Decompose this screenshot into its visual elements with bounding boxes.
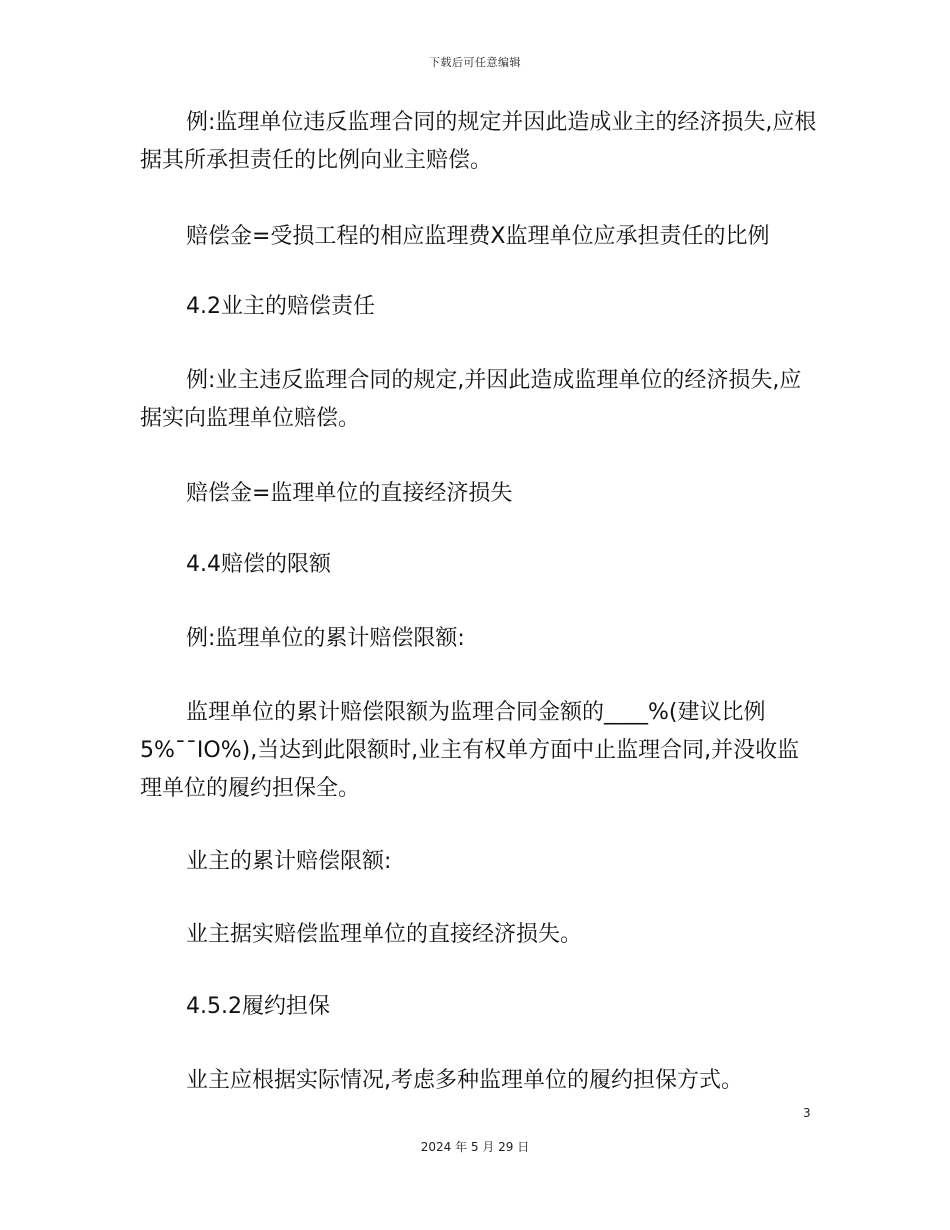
paragraph-owner-cumulative-limit-title: 业主的累计赔偿限额: — [186, 849, 392, 874]
paragraph-supervisor-cumulative-limit-detail: 监理单位的累计赔偿限额为监理合同金额的____%(建议比例5%¯¯IO%),当达到此限额时,业主有权单方面中止监理合同,并没收监理单位的履约担保全。 — [140, 700, 800, 801]
paragraph-example-supervisor-liability: 例:监理单位违反监理合同的规定并因此造成业主的经济损失,应根据其所承担责任的比例向业主赔偿。 — [140, 110, 817, 173]
paragraph-example-owner-liability: 例:业主违反监理合同的规定,并因此造成监理单位的经济损失,应据实向监理单位赔偿。 — [140, 368, 802, 431]
section-heading-owner-liability: 4.2业主的赔偿责任 — [186, 294, 375, 319]
page-footer-date: 2024 年 5 月 29 日 — [420, 1140, 530, 1154]
paragraph-compensation-formula-supervisor: 赔偿金=受损工程的相应监理费X监理单位应承担责任的比例 — [186, 224, 770, 249]
page-number: 3 — [803, 1106, 811, 1120]
section-heading-performance-guarantee: 4.5.2履约担保 — [186, 994, 330, 1019]
paragraph-performance-guarantee-detail: 业主应根据实际情况,考虑多种监理单位的履约担保方式。 — [186, 1068, 743, 1093]
section-heading-compensation-limit: 4.4赔偿的限额 — [186, 552, 331, 577]
paragraph-compensation-formula-owner: 赔偿金=监理单位的直接经济损失 — [186, 481, 513, 506]
paragraph-supervisor-cumulative-limit-title: 例:监理单位的累计赔偿限额: — [186, 626, 465, 651]
paragraph-owner-cumulative-limit-detail: 业主据实赔偿监理单位的直接经济损失。 — [186, 922, 583, 947]
page-header: 下载后可任意编辑 — [429, 56, 521, 69]
